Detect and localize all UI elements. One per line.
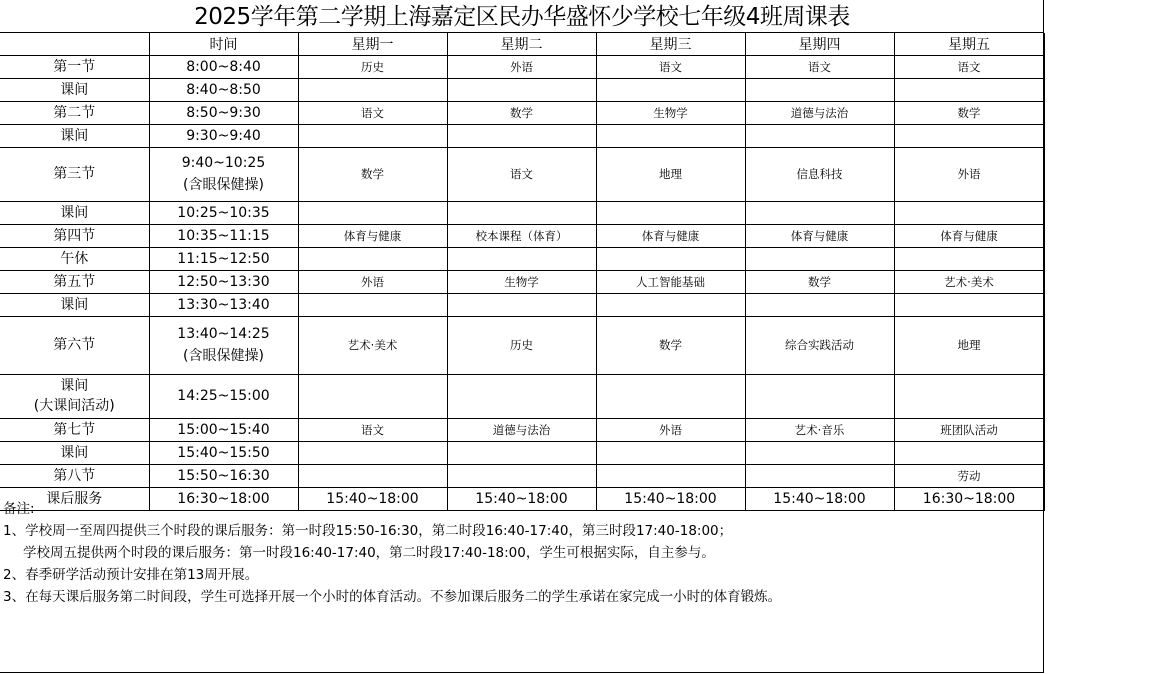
period-label: 第一节 <box>53 58 96 75</box>
subject-cell: 外语 <box>298 270 447 293</box>
period-label: 第七节 <box>53 421 96 438</box>
subject-cell: 体育与健康 <box>745 224 894 247</box>
subject-cell: 历史 <box>298 55 447 78</box>
subject-cell <box>596 441 745 464</box>
period-label: 课间 <box>60 378 89 394</box>
time-cell <box>149 124 298 147</box>
time-range: 16:30~18:00 <box>177 490 270 507</box>
subject-cell <box>894 78 1044 101</box>
header-day-thu: 星期四 <box>745 33 894 55</box>
subject-cell: 数学 <box>596 316 745 374</box>
period-cell <box>0 201 149 224</box>
period-cell <box>0 124 149 147</box>
time-note: (含眼保健操) <box>183 348 264 364</box>
time-range: 11:15~12:50 <box>177 250 270 267</box>
period-cell <box>0 101 149 124</box>
time-range: 13:30~13:40 <box>177 296 270 313</box>
period-cell <box>0 418 149 441</box>
period-cell <box>0 147 149 201</box>
subject-cell: 体育与健康 <box>298 224 447 247</box>
period-cell <box>0 270 149 293</box>
subject-cell <box>745 201 894 224</box>
header-day-mon: 星期一 <box>298 33 447 55</box>
period-cell <box>0 464 149 487</box>
subject-cell: 数学 <box>447 101 596 124</box>
period-label: 课间 <box>60 444 89 461</box>
time-cell <box>149 224 298 247</box>
subject-cell: 道德与法治 <box>745 101 894 124</box>
subject-cell: 数学 <box>745 270 894 293</box>
subject-cell <box>894 374 1044 418</box>
period-cell <box>0 441 149 464</box>
period-label: 课间 <box>60 81 89 98</box>
subject-cell <box>596 201 745 224</box>
period-cell <box>0 316 149 374</box>
table-row <box>0 78 1044 101</box>
subject-cell: 班团队活动 <box>894 418 1044 441</box>
period-label: 第四节 <box>53 227 96 244</box>
subject-cell <box>298 293 447 316</box>
subject-cell <box>447 124 596 147</box>
time-range: 9:30~9:40 <box>186 127 261 144</box>
period-cell <box>0 78 149 101</box>
subject-cell: 数学 <box>298 147 447 201</box>
subject-cell: 地理 <box>596 147 745 201</box>
subject-cell <box>447 78 596 101</box>
subject-cell <box>298 464 447 487</box>
subject-cell: 信息科技 <box>745 147 894 201</box>
note-line: 1、学校周一至周四提供三个时段的课后服务：第一时段15:50-16:30，第二时段16:40-17:40，第三时段17:40-18:00； <box>3 523 733 539</box>
subject-cell <box>447 247 596 270</box>
period-label: 课后服务 <box>46 490 103 507</box>
header-row <box>0 33 1044 55</box>
period-cell <box>0 247 149 270</box>
subject-cell <box>596 124 745 147</box>
period-label: 第六节 <box>53 337 96 353</box>
note-line: 3、在每天课后服务第二时间段，学生可选择开展一个小时的体育活动。不参加课后服务二的学生承诺在家完成一小时的体育锻炼。 <box>3 589 782 605</box>
time-cell <box>149 55 298 78</box>
subject-cell <box>894 293 1044 316</box>
period-label: 第五节 <box>53 273 96 290</box>
subject-cell <box>894 124 1044 147</box>
time-cell <box>149 374 298 418</box>
time-range: 15:40~15:50 <box>177 444 270 461</box>
time-note: (含眼保健操) <box>183 177 264 193</box>
table-row <box>0 374 1044 418</box>
period-cell <box>0 224 149 247</box>
subject-cell <box>596 374 745 418</box>
subject-cell <box>745 374 894 418</box>
subject-cell: 语文 <box>298 101 447 124</box>
subject-cell <box>745 441 894 464</box>
table-row <box>0 224 1044 247</box>
subject-cell: 语文 <box>447 147 596 201</box>
period-cell <box>0 55 149 78</box>
subject-cell: 体育与健康 <box>596 224 745 247</box>
header-day-wed: 星期三 <box>596 33 745 55</box>
time-cell <box>149 316 298 374</box>
subject-cell <box>447 293 596 316</box>
time-range: 14:25~15:00 <box>177 388 270 404</box>
subject-cell <box>298 441 447 464</box>
subject-cell: 地理 <box>894 316 1044 374</box>
subject-cell: 语文 <box>298 418 447 441</box>
subject-cell <box>894 247 1044 270</box>
table-row <box>0 464 1044 487</box>
period-label: 第二节 <box>53 104 96 121</box>
schedule-table <box>0 33 1045 511</box>
subject-cell: 生物学 <box>447 270 596 293</box>
subject-cell <box>298 374 447 418</box>
table-row <box>0 55 1044 78</box>
table-row <box>0 418 1044 441</box>
service-time-cell: 15:40~18:00 <box>298 487 447 510</box>
subject-cell <box>745 78 894 101</box>
period-label: 课间 <box>60 127 89 144</box>
subject-cell: 道德与法治 <box>447 418 596 441</box>
time-cell <box>149 418 298 441</box>
time-cell <box>149 441 298 464</box>
subject-cell <box>745 464 894 487</box>
time-range: 15:50~16:30 <box>177 467 270 484</box>
period-label: 课间 <box>60 296 89 313</box>
time-range: 13:40~14:25 <box>177 326 270 342</box>
subject-cell: 艺术·美术 <box>894 270 1044 293</box>
subject-cell <box>447 201 596 224</box>
header-period <box>0 33 149 55</box>
period-label: 第三节 <box>53 166 96 182</box>
subject-cell <box>894 201 1044 224</box>
subject-cell <box>596 78 745 101</box>
table-row <box>0 316 1044 374</box>
time-cell <box>149 78 298 101</box>
subject-cell: 语文 <box>894 55 1044 78</box>
subject-cell: 历史 <box>447 316 596 374</box>
subject-cell: 外语 <box>596 418 745 441</box>
notes-label: 备注: <box>3 501 35 517</box>
time-cell <box>149 270 298 293</box>
subject-cell: 生物学 <box>596 101 745 124</box>
time-range: 10:25~10:35 <box>177 204 270 221</box>
subject-cell <box>298 201 447 224</box>
time-range: 8:50~9:30 <box>186 104 261 121</box>
subject-cell: 语文 <box>596 55 745 78</box>
subject-cell <box>298 247 447 270</box>
period-label: 第八节 <box>53 467 96 484</box>
header-time: 时间 <box>149 33 298 55</box>
subject-cell <box>596 293 745 316</box>
time-range: 8:00~8:40 <box>186 58 261 75</box>
subject-cell: 艺术·音乐 <box>745 418 894 441</box>
time-range: 9:40~10:25 <box>181 155 266 171</box>
service-time-cell: 15:40~18:00 <box>745 487 894 510</box>
table-row <box>0 270 1044 293</box>
time-range: 10:35~11:15 <box>177 227 270 244</box>
subject-cell <box>447 374 596 418</box>
subject-cell: 体育与健康 <box>894 224 1044 247</box>
period-label: 课间 <box>60 204 89 221</box>
subject-cell: 外语 <box>447 55 596 78</box>
service-time-cell: 15:40~18:00 <box>596 487 745 510</box>
subject-cell <box>298 78 447 101</box>
subject-cell: 数学 <box>894 101 1044 124</box>
subject-cell <box>894 441 1044 464</box>
table-row <box>0 201 1044 224</box>
table-row <box>0 147 1044 201</box>
subject-cell: 艺术·美术 <box>298 316 447 374</box>
subject-cell <box>298 124 447 147</box>
time-cell <box>149 101 298 124</box>
subject-cell <box>447 441 596 464</box>
subject-cell: 劳动 <box>894 464 1044 487</box>
header-day-fri: 星期五 <box>894 33 1044 55</box>
table-row <box>0 124 1044 147</box>
time-cell <box>149 293 298 316</box>
subject-cell <box>745 247 894 270</box>
period-cell <box>0 293 149 316</box>
time-range: 12:50~13:30 <box>177 273 270 290</box>
note-line: 2、春季研学活动预计安排在第13周开展。 <box>3 567 259 583</box>
time-cell <box>149 201 298 224</box>
subject-cell <box>447 464 596 487</box>
time-cell <box>149 464 298 487</box>
subject-cell: 外语 <box>894 147 1044 201</box>
subject-cell: 综合实践活动 <box>745 316 894 374</box>
subject-cell <box>745 124 894 147</box>
time-cell <box>149 247 298 270</box>
period-note: (大课间活动) <box>33 398 115 414</box>
period-cell <box>0 374 149 418</box>
note-line: 学校周五提供两个时段的课后服务：第一时段16:40-17:40，第二时段17:40-18:00，学生可根据实际，自主参与。 <box>23 545 715 561</box>
time-range: 8:40~8:50 <box>186 81 261 98</box>
time-cell <box>149 147 298 201</box>
page-title: 2025学年第二学期上海嘉定区民办华盛怀少学校七年级4班周课表 <box>0 0 1044 33</box>
subject-cell: 人工智能基础 <box>596 270 745 293</box>
table-row <box>0 101 1044 124</box>
subject-cell <box>596 464 745 487</box>
service-time-cell: 16:30~18:00 <box>894 487 1044 510</box>
subject-cell <box>596 247 745 270</box>
table-row <box>0 293 1044 316</box>
service-time-cell: 15:40~18:00 <box>447 487 596 510</box>
time-range: 15:00~15:40 <box>177 421 270 438</box>
header-day-tue: 星期二 <box>447 33 596 55</box>
notes-section <box>0 498 1040 608</box>
subject-cell <box>745 293 894 316</box>
table-row <box>0 247 1044 270</box>
period-label: 午休 <box>60 250 89 267</box>
subject-cell: 校本课程（体育） <box>447 224 596 247</box>
subject-cell: 语文 <box>745 55 894 78</box>
table-row <box>0 441 1044 464</box>
